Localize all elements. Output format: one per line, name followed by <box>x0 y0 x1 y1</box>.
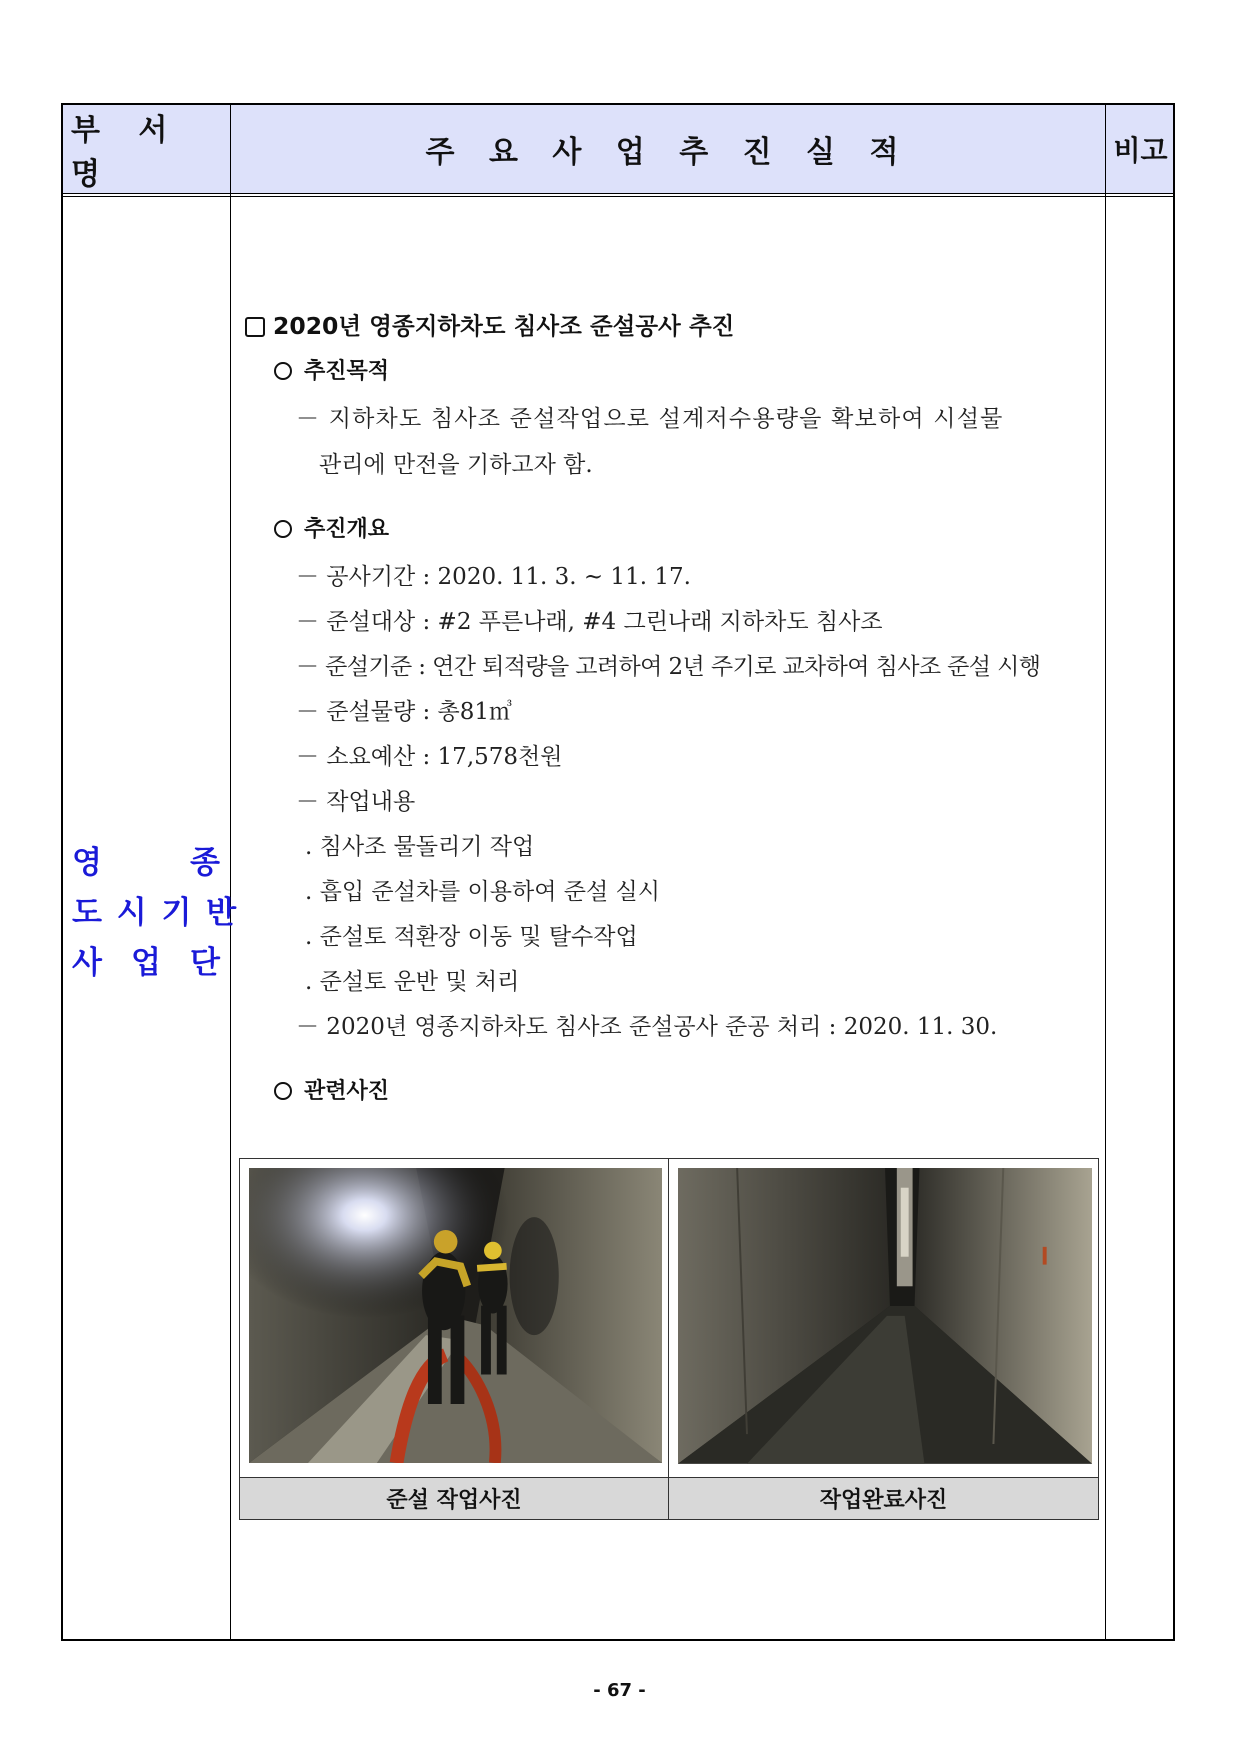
photo-caption-left: 준설 작업사진 <box>240 1477 669 1519</box>
circle-bullet-icon <box>274 1082 292 1100</box>
work-complete-photo <box>678 1168 1092 1464</box>
header-department: 부 서 명 <box>71 113 182 192</box>
dredging-work-photo <box>249 1168 662 1463</box>
purpose-heading: 추진목적 <box>274 357 389 387</box>
photo-caption-right: 작업완료사진 <box>669 1477 1098 1519</box>
circle-bullet-icon <box>274 520 292 538</box>
overview-subitem: . 흡입 준설차를 이용하여 준설 실시 <box>305 879 660 905</box>
circle-bullet-icon <box>274 362 292 380</box>
page-number: - 67 - <box>593 1680 646 1701</box>
photo-cell-right <box>669 1159 1098 1477</box>
column-divider-2 <box>1105 105 1106 1639</box>
overview-item: － 공사기간 : 2020. 11. 3. ~ 11. 17. <box>296 564 691 590</box>
project-title: 2020년 영종지하차도 침사조 준설공사 추진 <box>245 311 734 341</box>
overview-item: － 준설물량 : 총81㎥ <box>296 699 513 725</box>
overview-subitem: . 준설토 적환장 이동 및 탈수작업 <box>305 924 638 950</box>
photo-table <box>239 1158 1099 1520</box>
column-divider-1 <box>230 105 231 1639</box>
overview-item: － 2020년 영종지하차도 침사조 준설공사 준공 처리 : 2020. 11. 30. <box>296 1014 998 1040</box>
overview-subitem: . 침사조 물돌리기 작업 <box>305 834 535 860</box>
department-name <box>72 838 239 988</box>
photos-heading: 관련사진 <box>274 1077 389 1107</box>
header-main-achievements: 주 요 사 업 추 진 실 적 <box>425 135 911 170</box>
overview-item: － 소요예산 : 17,578천원 <box>296 744 563 770</box>
overview-item: － 준설기준 : 연간 퇴적량을 고려하여 2년 주기로 교차하여 침사조 준설 시행 <box>296 654 1041 680</box>
header-remarks: 비고 <box>1113 134 1168 167</box>
department-line-2: 도 시 기 반 <box>72 895 239 931</box>
purpose-line-2: 관리에 만전을 기하고자 함. <box>319 452 593 478</box>
overview-item: － 작업내용 <box>296 789 416 815</box>
department-line-1: 영 종 <box>72 845 220 881</box>
checkbox-square-icon <box>245 317 265 337</box>
overview-heading: 추진개요 <box>274 515 389 545</box>
overview-subitem: . 준설토 운반 및 처리 <box>305 969 520 995</box>
department-line-3: 사 업 단 <box>72 945 220 981</box>
overview-item: － 준설대상 : #2 푸른나래, #4 그린나래 지하차도 침사조 <box>296 609 883 635</box>
photo-cell-left <box>240 1159 669 1477</box>
purpose-line-1: － 지하차도 침사조 준설작업으로 설계저수용량을 확보하여 시설물 <box>296 406 1004 432</box>
